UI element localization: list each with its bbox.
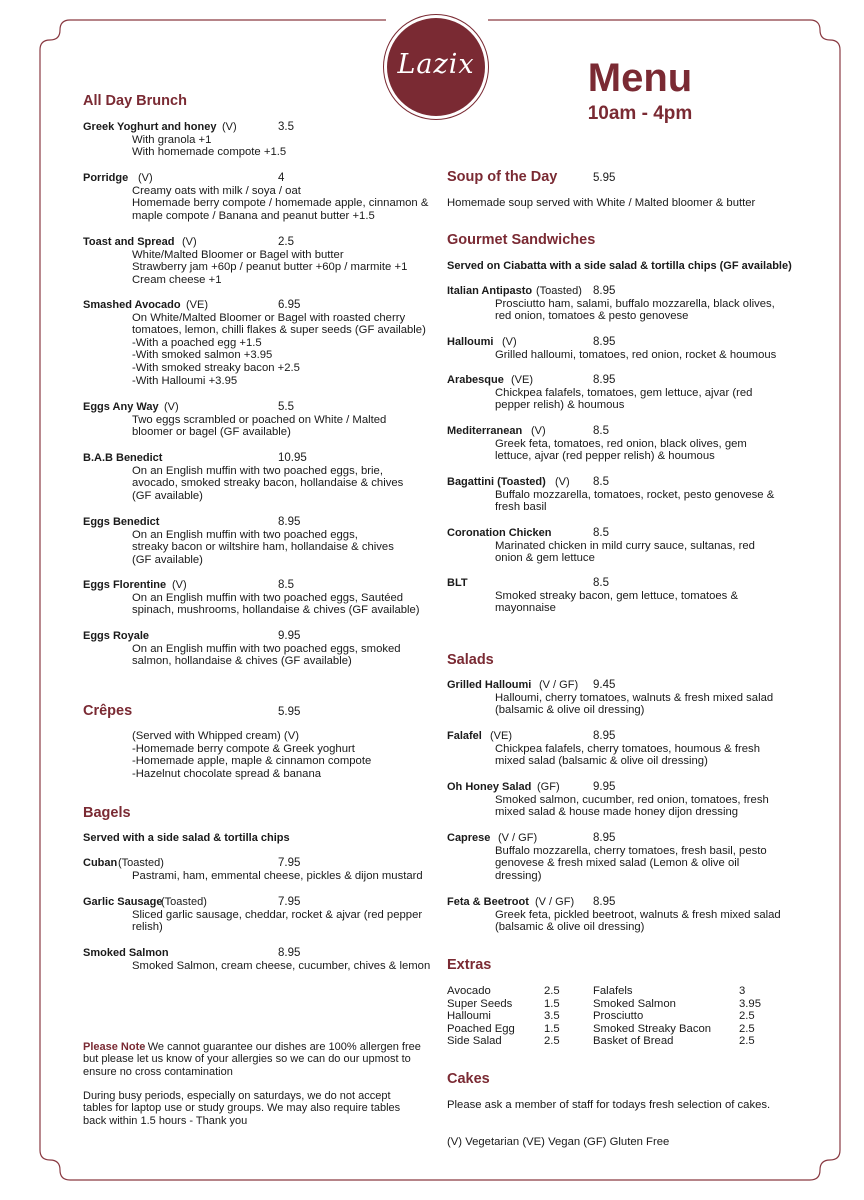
item-desc-line: relish) [132, 921, 163, 934]
section-title-salads: Salads [447, 652, 494, 668]
section-title-bagels: Bagels [83, 805, 131, 821]
item-price: 9.45 [593, 679, 616, 691]
item-tag: (V) [222, 121, 237, 133]
item-desc-line: dressing) [495, 869, 542, 882]
item-tag: (V / GF) [539, 679, 579, 691]
item-desc-line: Prosciutto ham, salami, buffalo mozzarella, black olives, [495, 297, 775, 310]
item-desc-line: mayonnaise [495, 602, 556, 615]
section-title-extras: Extras [447, 957, 492, 973]
crepes-line: -Hazelnut chocolate spread & banana [132, 767, 322, 780]
extra-price: 1.5 [544, 997, 560, 1010]
item-desc-line: Marinated chicken in mild curry sauce, sultanas, red [495, 539, 755, 552]
item-price: 9.95 [278, 630, 301, 642]
extra-name: Halloumi [447, 1010, 491, 1023]
soup-desc: Homemade soup served with White / Malted bloomer & butter [447, 197, 756, 209]
item-price: 9.95 [593, 781, 616, 793]
item-name: Caprese [447, 832, 491, 844]
item-name: Eggs Florentine [83, 579, 167, 591]
item-tag: (Toasted) [161, 896, 207, 908]
item-name: Cuban [83, 857, 118, 869]
item-desc-line: tomatoes, lemon, chilli flakes & super seeds (GF available) [132, 324, 426, 337]
item-name: Grilled Halloumi [447, 679, 532, 691]
item-desc-line: Creamy oats with milk / soya / oat [132, 184, 301, 197]
item-price: 8.95 [593, 285, 616, 297]
item-tag: (V) [502, 336, 517, 348]
item-price: 6.95 [278, 299, 301, 311]
crepes-line: -Homemade berry compote & Greek yoghurt [132, 742, 355, 755]
item-tag: (GF) [537, 781, 560, 793]
extra-price: 2.5 [739, 1035, 755, 1048]
item-desc-line: bloomer or bagel (GF available) [132, 426, 291, 439]
item-price: 8.95 [278, 947, 301, 959]
extra-price: 2.5 [739, 1010, 755, 1023]
item-desc-line: (balsamic & olive oil dressing) [495, 704, 645, 717]
extra-name: Smoked Salmon [593, 997, 676, 1010]
item-tag: (VE) [186, 299, 208, 311]
item-desc-line: On an English muffin with two poached eggs, smoked [132, 642, 401, 655]
item-desc-line: onion & gem lettuce [495, 552, 595, 565]
item-desc-line: Pastrami, ham, emmental cheese, pickles & dijon mustard [132, 869, 423, 882]
item-desc-line: With granola +1 [132, 133, 212, 146]
item-tag: (VE) [490, 730, 512, 742]
item-desc-line: On an English muffin with two poached eggs, Sautéed [132, 591, 404, 604]
item-desc-line: mixed salad & house made honey dijon dressing [495, 806, 739, 819]
allergen-note-line: but please let us know of your allergies so we can do our upmost to [83, 1053, 411, 1066]
item-name: Eggs Royale [83, 630, 150, 642]
item-desc-line: On White/Malted Bloomer or Bagel with roasted cherry [132, 311, 406, 324]
item-price: 8.5 [593, 476, 609, 488]
item-tag: (VE) [511, 374, 533, 386]
item-price: 7.95 [278, 896, 301, 908]
item-name: Coronation Chicken [447, 527, 552, 539]
extra-price: 1.5 [544, 1022, 560, 1035]
extra-name: Avocado [447, 985, 491, 997]
extra-price: 2.5 [544, 985, 560, 997]
item-tag: (V) [164, 401, 179, 413]
menu-title: Menu [587, 56, 693, 100]
item-name: Arabesque [447, 374, 504, 386]
item-desc-line: Sliced garlic sausage, cheddar, rocket & ajvar (red pepper [132, 908, 423, 921]
item-desc-line: Two eggs scrambled or poached on White / Malted [132, 413, 387, 426]
dietary-legend: (V) Vegetarian (VE) Vegan (GF) Gluten Free [447, 1136, 670, 1148]
item-price: 8.5 [593, 425, 609, 437]
extra-name: Smoked Streaky Bacon [593, 1022, 712, 1035]
item-desc-line: streaky bacon or wiltshire ham, hollandaise & chives [132, 541, 394, 554]
menu-hours: 10am - 4pm [587, 103, 693, 124]
item-desc-line: -With smoked salmon +3.95 [132, 349, 273, 362]
item-price: 5.5 [278, 401, 294, 413]
item-name: Garlic Sausage [83, 896, 163, 908]
item-desc-line: red onion, tomatoes & pesto genovese [495, 310, 689, 323]
extra-price: 3.5 [544, 1010, 560, 1023]
item-name: B.A.B Benedict [83, 452, 163, 464]
item-tag: (Toasted) [536, 285, 582, 297]
item-desc-line: maple compote / Banana and peanut butter +1.5 [132, 209, 375, 222]
item-name: Greek Yoghurt and honey [83, 121, 217, 133]
item-price: 4 [278, 172, 285, 184]
item-desc-line: Chickpea falafels, cherry tomatoes, houmous & fresh [495, 742, 760, 755]
item-tag: (V) [531, 425, 546, 437]
item-price: 3.5 [278, 121, 294, 133]
item-name: Porridge [83, 172, 129, 184]
extra-name: Basket of Bread [593, 1035, 674, 1048]
item-desc-line: On an English muffin with two poached eggs, [132, 528, 358, 541]
item-desc-line: Strawberry jam +60p / peanut butter +60p / marmite +1 [132, 261, 408, 274]
item-price: 2.5 [278, 236, 294, 248]
item-desc-line: Smoked Salmon, cream cheese, cucumber, chives & lemon [132, 959, 431, 972]
crepes-line: -Homemade apple, maple & cinnamon compote [132, 755, 372, 768]
item-name: Smoked Salmon [83, 947, 169, 959]
extra-name: Super Seeds [447, 997, 513, 1010]
extra-name: Prosciutto [593, 1010, 644, 1023]
item-desc-line: Cream cheese +1 [132, 273, 222, 286]
section-title-sandwiches: Gourmet Sandwiches [447, 232, 596, 248]
item-price: 8.95 [593, 374, 616, 386]
busy-note-line: During busy periods, especially on saturdays, we do not accept [83, 1090, 391, 1102]
item-name: Oh Honey Salad [447, 781, 532, 793]
soup-price: 5.95 [593, 172, 616, 184]
item-desc-line: Greek feta, tomatoes, red onion, black olives, gem [495, 437, 747, 450]
item-price: 8.95 [593, 336, 616, 348]
item-desc-line: spinach, mushrooms, hollandaise & chives (GF available) [132, 604, 420, 617]
item-tag: (V) [555, 476, 570, 488]
extra-name: Poached Egg [447, 1022, 515, 1035]
logo-text: Lazix [397, 49, 475, 80]
item-desc-line: Smoked salmon, cucumber, red onion, tomatoes, fresh [495, 793, 769, 806]
item-desc-line: avocado, smoked streaky bacon, hollandaise & chives [132, 477, 404, 490]
item-price: 8.5 [593, 527, 609, 539]
item-desc-line: Buffalo mozzarella, tomatoes, rocket, pesto genovese & [495, 488, 775, 501]
section-title-crepes: Crêpes [83, 703, 133, 719]
item-desc-line: fresh basil [495, 501, 547, 514]
item-desc-line: Greek feta, pickled beetroot, walnuts & fresh mixed salad [495, 908, 781, 921]
crepes-price: 5.95 [278, 706, 301, 718]
item-desc-line: Smoked streaky bacon, gem lettuce, tomatoes & [495, 589, 739, 602]
bagels-subtitle: Served with a side salad & tortilla chips [83, 832, 290, 844]
item-desc-line: (GF available) [132, 553, 203, 566]
item-price: 7.95 [278, 857, 301, 869]
item-desc-line: White/Malted Bloomer or Bagel with butter [132, 248, 344, 261]
item-name: BLT [447, 577, 468, 589]
item-price: 8.95 [593, 896, 616, 908]
extra-price: 3.95 [739, 997, 761, 1010]
item-price: 8.95 [278, 516, 301, 528]
item-name: Falafel [447, 730, 482, 742]
extra-name: Falafels [593, 985, 633, 997]
busy-note-line: back within 1.5 hours - Thank you [83, 1114, 248, 1127]
item-desc-line: -With smoked streaky bacon +2.5 [132, 362, 300, 374]
cakes-desc: Please ask a member of staff for todays fresh selection of cakes. [447, 1099, 771, 1111]
item-tag: (V) [182, 236, 197, 248]
section-title-brunch: All Day Brunch [83, 93, 187, 109]
item-desc-line: With homemade compote +1.5 [132, 146, 287, 159]
item-price: 10.95 [278, 452, 307, 464]
allergen-note-label: Please Note [83, 1041, 146, 1053]
section-title-soup: Soup of the Day [447, 169, 558, 185]
extra-name: Side Salad [447, 1035, 502, 1048]
item-name: Eggs Benedict [83, 516, 160, 528]
crepes-line: (Served with Whipped cream) (V) [132, 730, 299, 742]
item-desc-line: -With Halloumi +3.95 [132, 374, 238, 387]
lazix-logo [387, 18, 485, 116]
item-desc-line: Grilled halloumi, tomatoes, red onion, rocket & houmous [495, 348, 777, 361]
item-desc-line: Buffalo mozzarella, cherry tomatoes, fresh basil, pesto [495, 844, 767, 857]
item-name: Toast and Spread [83, 236, 175, 248]
item-tag: (Toasted) [118, 857, 164, 869]
item-tag: (V / GF) [498, 832, 538, 844]
item-price: 8.5 [593, 577, 609, 589]
extra-price: 2.5 [544, 1035, 560, 1048]
extra-price: 2.5 [739, 1022, 755, 1035]
item-name: Bagattini (Toasted) [447, 476, 546, 488]
item-tag: (V) [138, 172, 153, 184]
item-name: Halloumi [447, 336, 494, 348]
item-desc-line: Halloumi, cherry tomatoes, walnuts & fresh mixed salad [495, 691, 774, 704]
item-desc-line: mixed salad (balsamic & olive oil dressing) [495, 755, 708, 768]
item-desc-line: On an English muffin with two poached eggs, brie, [132, 464, 383, 477]
item-name: Feta & Beetroot [447, 896, 529, 908]
item-name: Italian Antipasto [447, 285, 533, 297]
item-desc-line: Homemade berry compote / homemade apple, cinnamon & [132, 197, 429, 210]
item-desc-line: -With a poached egg +1.5 [132, 336, 262, 349]
section-title-cakes: Cakes [447, 1071, 490, 1087]
busy-note-line: tables for laptop use or study groups. We may also require tables [83, 1102, 401, 1115]
item-desc-line: lettuce, ajvar (red pepper relish) & houmous [495, 450, 715, 463]
item-name: Mediterranean [447, 425, 523, 437]
item-tag: (V) [172, 579, 187, 591]
item-desc-line: salmon, hollandaise & chives (GF available) [132, 655, 352, 668]
item-name: Smashed Avocado [83, 299, 181, 311]
item-desc-line: (GF available) [132, 489, 203, 502]
item-price: 8.95 [593, 730, 616, 742]
item-price: 8.95 [593, 832, 616, 844]
allergen-note-line: ensure no cross contamination [83, 1065, 233, 1078]
extra-price: 3 [739, 985, 746, 997]
item-desc-line: Chickpea falafels, tomatoes, gem lettuce, ajvar (red [495, 386, 753, 399]
item-desc-line: genovese & fresh mixed salad (Lemon & olive oil [495, 857, 740, 870]
item-price: 8.5 [278, 579, 294, 591]
item-desc-line: pepper relish) & houmous [495, 399, 625, 412]
allergen-note-line: - We cannot guarantee our dishes are 100% allergen free [141, 1041, 421, 1053]
item-desc-line: (balsamic & olive oil dressing) [495, 921, 645, 934]
item-name: Eggs Any Way [83, 401, 159, 413]
item-tag: (V / GF) [535, 896, 575, 908]
sandwiches-subtitle: Served on Ciabatta with a side salad & tortilla chips (GF available) [447, 260, 792, 272]
